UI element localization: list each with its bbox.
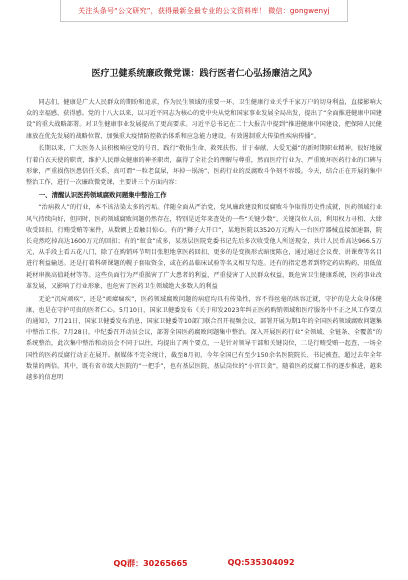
paragraph: “治病救人”的行业，本不该沾染太多的污垢。伴随全面从严治党，党风廉政建设和反腐败斗争取得历史性成就，医药领域行业风气持续向好，但同时，医药领域腐败问题仍然存在，特别是近年来查处的一些“关键少数”、关键岗位人员，利用权力寻租、大肆收受回扣、行贿受贿等案件，从数额上看触目惊心。有的“狮子大开口”，某地医院以3520万元购入一台医疗器械直接加速器，院长竟然吃掉高达1600万元的回扣；有的“蚁食”成多，某基层医院党委书记先后多次收受他人所送现金，共计人民币高达966.5万元，从手段上看五花八门，除了在购销环节明目张胆地拿医药回扣，更多的是变换形式暗度陈仓，通过通过会议费、讲课费等名目进行利益输送。还是打着科研课题的幌子套取资金，或在药品临床试验等名义相互勾连。还有的指定患者到特定药店购药，用低值耗材串换高值耗材等等。这些负面行为严重损害了广大患者的利益，严重侵害了人民群众权益，既危害卫生健康系统，医药事业改革发展，又影响了行业形象，也危害了医药卫生领域绝大多数人的利益	[26, 204, 382, 290]
document-title: 医疗卫健系统廉政微党课：践行医者仁心弘扬廉洁之风》	[91, 69, 317, 79]
paragraph: 长期以来，广大医务人员积极响应党的号召，践行“敬佑生命、救死扶伤、甘于奉献、大爱无疆”的新时期职业精神，很好地履行着白衣天使的职责，维护人民群众健康的神圣职责，赢得了全社会的理解与尊重，然而医疗行业为、严重败坏医药行业的口碑与形象，严重损伤医患信任关系，真可谓“一粒老鼠屎，坏掉一锅汤”，医药行业的反腐败斗争刻不容缓。今天，结合正在开展的集中整治工作，进行一次廉政微党课，主要讲三个方面内容：	[26, 145, 382, 187]
section-heading: 一、清醒认识医药领域腐败问题集中整治工作	[38, 190, 167, 199]
paragraph: 无论“沉疴顽疾”，还是“顽瘴痼疾”，医药领域腐败问题的病症均具有传染性，容不得丝毫的纵容迁就，守护的是大众身体健康，也是在守护可贵的医者仁心。5月10日，国家卫健委发布《关于印发2023年纠正医药购销领域和医疗服务中不正之风工作要点的通知》，7月21日，国家卫健委发布消息，国家卫健委等10部门联合召开视频会议，部署开展为期1年的全国医药领域腐败问题集中整治工作。7月28日，中纪委召开动员会议，部署全国医药腐败问题集中整治。深入开展医药行业“全领域、全链条、全覆盖”的系统整治，此次集中整治和动员会不同于以往，均提出了两个要点，一是针对领导干部和关键岗位，二是行贿受贿一起查，一场全国性的医药反腐行动正在展开。据媒体不完全统计，截至8月初，今年全国已有至少150余名医院院长、书记被查，超过去年全年数量的两倍。其中，既有省市级大医院的“一把手”，也有基层医院，基层岗位的“小官巨贪”，随着医药反腐工作的逐步推进，越来越多的信息明	[26, 295, 382, 382]
top-banner	[60, 0, 348, 22]
banner-text: 关注头条号“公文研究”，获得最新全最专业的公文资料库！ 微信：gongwenyj	[78, 6, 330, 15]
footer-contact	[0, 558, 408, 572]
qq-text: QQ:535304092	[227, 558, 295, 567]
paragraph: 同志们，健康是广大人民群众的期盼和追求，作为民生领域的重要一环，卫生健康行业关乎千家万户的切身利益，直接影响大众的幸福感、获得感。党的十八大以来，以习近平同志为核心的党中央从党和国家事业发展全局出发，提出了“全面推进健康中国建设”的重大战略部署。对卫生健康事业发展提出了更高要求。习近平总书记在二十大报告中提到“推进健康中国建设，把保障人民健康放在优先发展的战略位置，加强重大疫情防控救治体系和应急能力建设，有效遏制重大传染性疾病传播”。	[26, 99, 382, 140]
document-page	[26, 28, 382, 548]
qq-group-text: QQ群：30265665	[113, 559, 188, 568]
